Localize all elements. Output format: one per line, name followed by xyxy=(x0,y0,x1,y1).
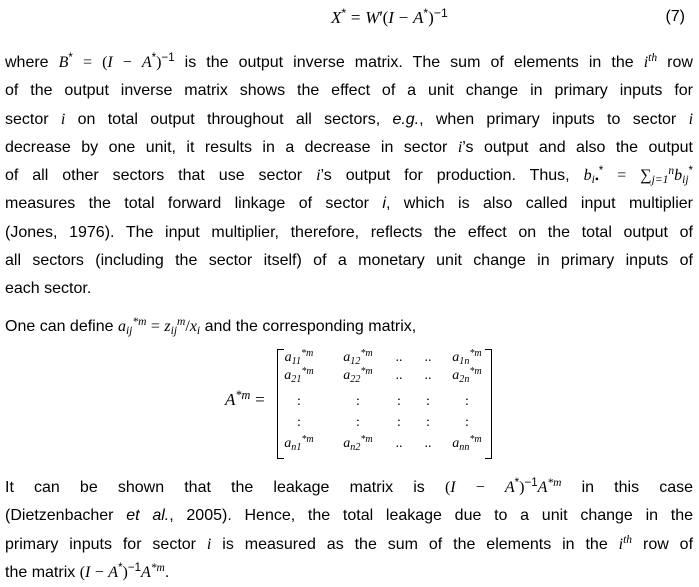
right-bracket xyxy=(485,349,492,459)
matrix-cell: : xyxy=(356,394,360,409)
matrix-cell: : xyxy=(465,394,469,409)
text-line: each sector. xyxy=(5,280,92,298)
matrix-cell: .. xyxy=(395,350,403,365)
text-line: It can be shown that the leakage matrix is $(I - A^*)^{-1}A^{*m}$ in this case xyxy=(5,477,693,496)
matrix xyxy=(277,349,492,459)
text-line: the matrix $(I - A^*)^{-1}A^{*m}$. xyxy=(5,562,170,581)
matrix-cell: $a_{n1}^{*m}$ xyxy=(284,433,314,453)
matrix-equation xyxy=(215,345,495,460)
paragraph-output-inverse xyxy=(5,49,693,304)
text-line: decrease by one unit, it results in a decrease in sector i’s output and also the output xyxy=(5,138,694,156)
equation-7 xyxy=(0,6,699,34)
matrix-cell: : xyxy=(397,394,401,409)
matrix-cell: : xyxy=(397,415,401,430)
equation-number: (7) xyxy=(665,8,685,25)
matrix-cell: .. xyxy=(424,436,432,451)
equation-7-expression: $X^* = W'(I - A^*)^{-1}$ xyxy=(331,5,448,27)
text-line: of all other sectors that use sector i’s output for production. Thus, $b_{i•}^* = \sum_{j=1}^nb_{ij}^*$ xyxy=(5,165,694,187)
matrix-cell: $a_{n2}^{*m}$ xyxy=(343,433,373,453)
text-line: sector i on total output throughout all sectors, e.g., when primary inputs to sector i xyxy=(5,110,694,128)
text-line: (Jones, 1976). The input multiplier, therefore, reflects the effect on the total output of xyxy=(5,223,693,241)
text-line: all sectors (including the sector itself) of a monetary unit change in primary inputs of xyxy=(5,252,693,270)
matrix-cell: $a_{21}^{*m}$ xyxy=(284,365,314,385)
matrix-cell: $a_{11}^{*m}$ xyxy=(284,347,314,367)
matrix-lhs: $A^{*m}$ = xyxy=(225,387,265,409)
text-line: (Dietzenbacher et al., 2005). Hence, the total leakage due to a unit change in the xyxy=(5,507,693,525)
matrix-cell: $a_{12}^{*m}$ xyxy=(343,347,373,367)
paragraph-leakage-matrix xyxy=(5,474,693,587)
matrix-cell: .. xyxy=(424,368,432,383)
matrix-cell: .. xyxy=(424,350,432,365)
text-line: of the output inverse matrix shows the effect of a unit change in primary inputs for xyxy=(5,82,693,100)
matrix-cell: $a_{22}^{*m}$ xyxy=(343,365,373,385)
matrix-cell: .. xyxy=(395,368,403,383)
matrix-cell: : xyxy=(297,415,301,430)
matrix-cell: .. xyxy=(395,436,403,451)
matrix-cell: : xyxy=(297,394,301,409)
matrix-cell: : xyxy=(426,415,430,430)
matrix-cell: $a_{1n}^{*m}$ xyxy=(452,347,482,367)
matrix-cell: : xyxy=(426,394,430,409)
matrix-cell: : xyxy=(465,415,469,430)
matrix-cell: : xyxy=(356,415,360,430)
text-line: where $B^* = (I - A^*)^{-1}$ is the output inverse matrix. The sum of elements in the $i^{th}$ row xyxy=(5,52,693,71)
text-line: measures the total forward linkage of sector i, which is also called input multiplier xyxy=(5,195,693,213)
paragraph-define-matrix xyxy=(5,313,693,341)
matrix-cell: $a_{2n}^{*m}$ xyxy=(452,365,482,385)
text-line: primary inputs for sector i is measured as the sum of the elements in the $i^{th}$ row of xyxy=(5,533,694,553)
text-line: One can define $a_{ij}^{*m} = z_{ij}^m/x_i$ and the corresponding matrix, xyxy=(5,316,417,337)
matrix-cell: $a_{nn}^{*m}$ xyxy=(452,433,482,453)
